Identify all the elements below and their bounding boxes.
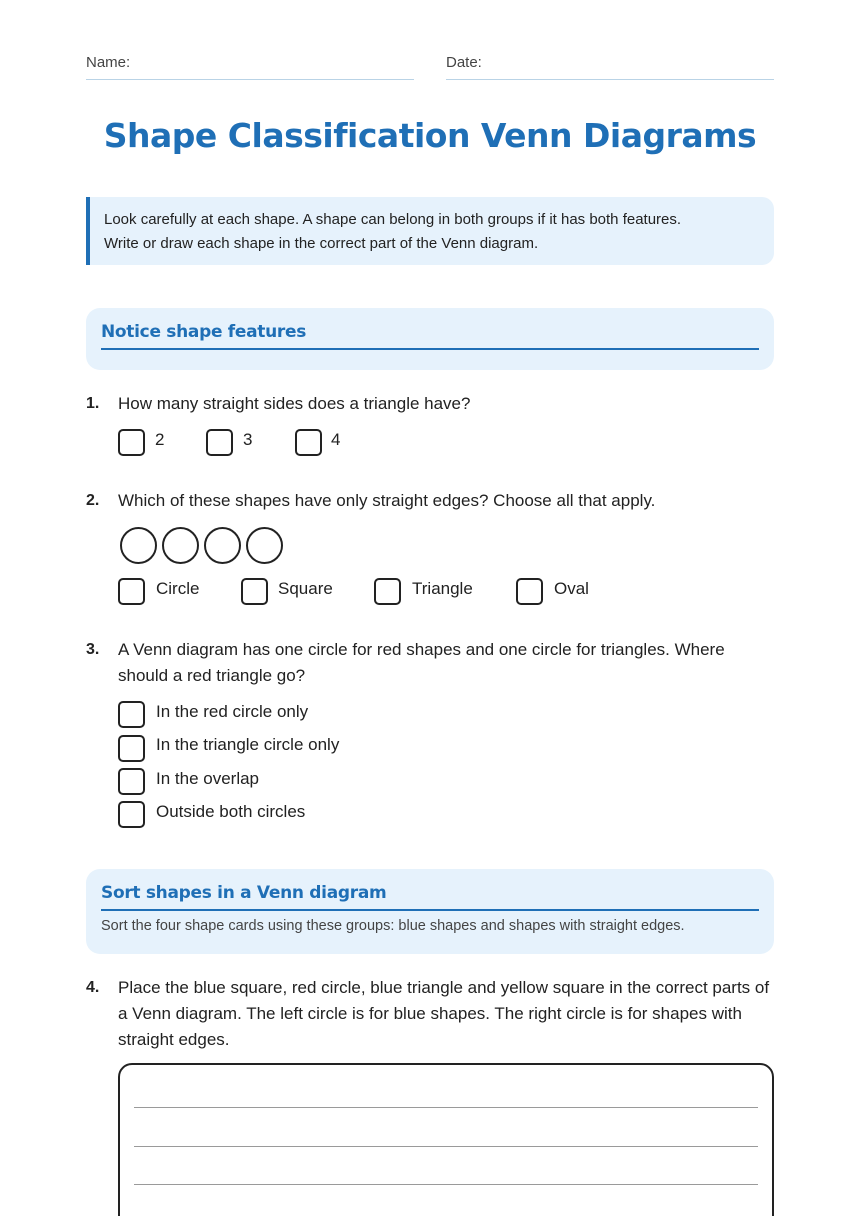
answer-line (134, 1107, 758, 1108)
option-label: 2 (155, 430, 165, 449)
page-title: Shape Classification Venn Diagrams (103, 116, 757, 155)
section-header-features (86, 308, 774, 370)
name-label: Name: (86, 54, 131, 71)
checkbox-q1-option-2[interactable] (206, 429, 233, 456)
shape-circle-1 (120, 527, 157, 564)
answer-box[interactable] (118, 1063, 774, 1216)
option-label: Oval (554, 579, 589, 598)
instructions-box (86, 197, 774, 265)
answer-line (134, 1146, 758, 1147)
question-text: A Venn diagram has one circle for red shapes and one circle for triangles. Where should a red triangle go? (118, 640, 725, 685)
question-2 (86, 488, 786, 514)
question-1 (86, 391, 786, 417)
checkbox-q2-oval[interactable] (516, 578, 543, 605)
option-label: Outside both circles (156, 802, 306, 821)
question-number: 1. (86, 395, 100, 412)
option-label: In the triangle circle only (156, 735, 340, 754)
question-3 (86, 637, 786, 689)
section-heading: Sort shapes in a Venn diagram (101, 883, 759, 911)
checkbox-q2-triangle[interactable] (374, 578, 401, 605)
checkbox-q3-red-only[interactable] (118, 701, 145, 728)
question-text: Which of these shapes have only straight edges? Choose all that apply. (118, 491, 656, 510)
shape-circle-3 (204, 527, 241, 564)
section-subtitle: Sort the four shape cards using these groups: blue shapes and shapes with straight edges. (101, 918, 685, 934)
section-heading: Notice shape features (101, 322, 759, 350)
question-text: How many straight sides does a triangle have? (118, 394, 471, 413)
option-label: Square (278, 579, 333, 598)
option-label: In the red circle only (156, 702, 309, 721)
checkbox-q1-option-3[interactable] (295, 429, 322, 456)
question-number: 3. (86, 641, 100, 658)
checkbox-q2-square[interactable] (241, 578, 268, 605)
checkbox-q3-outside[interactable] (118, 801, 145, 828)
instructions-line-1: Look carefully at each shape. A shape can belong in both groups if it has both features. (104, 211, 682, 228)
name-field[interactable] (86, 54, 414, 80)
question-number: 2. (86, 492, 100, 509)
question-number: 4. (86, 979, 100, 996)
option-label: 3 (243, 430, 253, 449)
question-4 (86, 975, 786, 1053)
answer-line (134, 1184, 758, 1185)
date-label: Date: (446, 54, 482, 71)
option-label: Triangle (412, 579, 473, 598)
date-field[interactable] (446, 54, 774, 80)
question-text: Place the blue square, red circle, blue triangle and yellow square in the correct parts of a Venn diagram. The left circle is for blue shapes. The right circle is for shapes with straight edges. (118, 978, 770, 1049)
shape-circle-4 (246, 527, 283, 564)
checkbox-q1-option-1[interactable] (118, 429, 145, 456)
option-label: In the overlap (156, 769, 260, 788)
option-label: Circle (156, 579, 200, 598)
checkbox-q3-overlap[interactable] (118, 768, 145, 795)
instructions-line-2: Write or draw each shape in the correct part of the Venn diagram. (104, 235, 539, 252)
shape-circle-2 (162, 527, 199, 564)
option-label: 4 (331, 430, 341, 449)
checkbox-q2-circle[interactable] (118, 578, 145, 605)
checkbox-q3-triangle-only[interactable] (118, 735, 145, 762)
section-header-sort (86, 869, 774, 954)
